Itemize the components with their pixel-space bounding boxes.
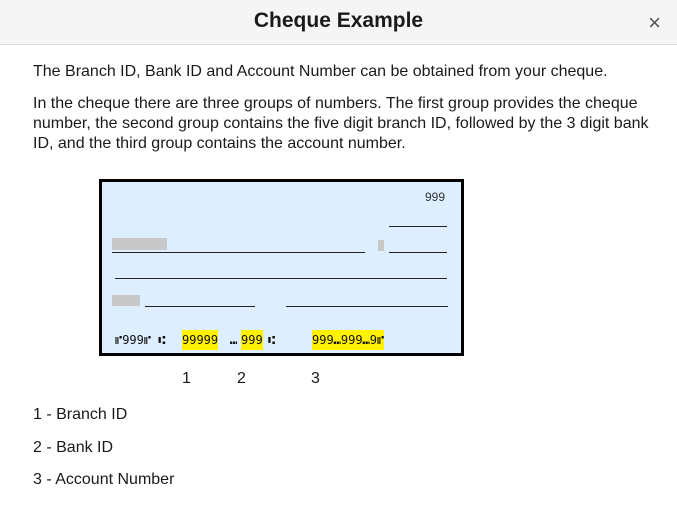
micr-prefix: ⑈999⑈ ⑆: [115, 333, 166, 347]
payee-label-placeholder: [112, 238, 167, 250]
micr-separator: ⑉: [230, 333, 238, 347]
memo-label-placeholder: [112, 295, 140, 306]
signature-line: [286, 306, 448, 307]
explanation-paragraph: In the cheque there are three groups of numbers. The first group provides the cheque number, the second group contains the five digit branch ID, followed by the 3 digit bank ID, and the third group contains the account number.: [33, 95, 649, 152]
close-icon[interactable]: ×: [648, 10, 661, 35]
group-label-3: 3: [311, 370, 320, 387]
micr-account-number: 999⑉999⑉9⑈: [312, 330, 384, 350]
legend-account-number: 3 - Account Number: [33, 471, 175, 488]
amount-words-line: [115, 278, 447, 279]
dialog-header: [0, 0, 677, 45]
micr-bank-id: 999: [241, 330, 263, 350]
legend-branch-id: 1 - Branch ID: [33, 406, 128, 423]
amount-box-placeholder: [378, 240, 384, 251]
payee-line: [112, 252, 365, 253]
cheque-number: 999: [424, 190, 445, 204]
amount-line: [389, 252, 447, 253]
micr-separator-2: ⑆: [268, 333, 276, 347]
intro-paragraph: The Branch ID, Bank ID and Account Number can be obtained from your cheque.: [33, 63, 608, 80]
group-label-1: 1: [182, 370, 191, 387]
memo-line: [145, 306, 255, 307]
date-line: [389, 226, 447, 227]
cheque-illustration: [99, 179, 464, 356]
dialog-title: Cheque Example: [253, 9, 424, 32]
micr-branch-id: 99999: [182, 330, 218, 350]
group-label-2: 2: [237, 370, 246, 387]
legend-bank-id: 2 - Bank ID: [33, 439, 114, 456]
